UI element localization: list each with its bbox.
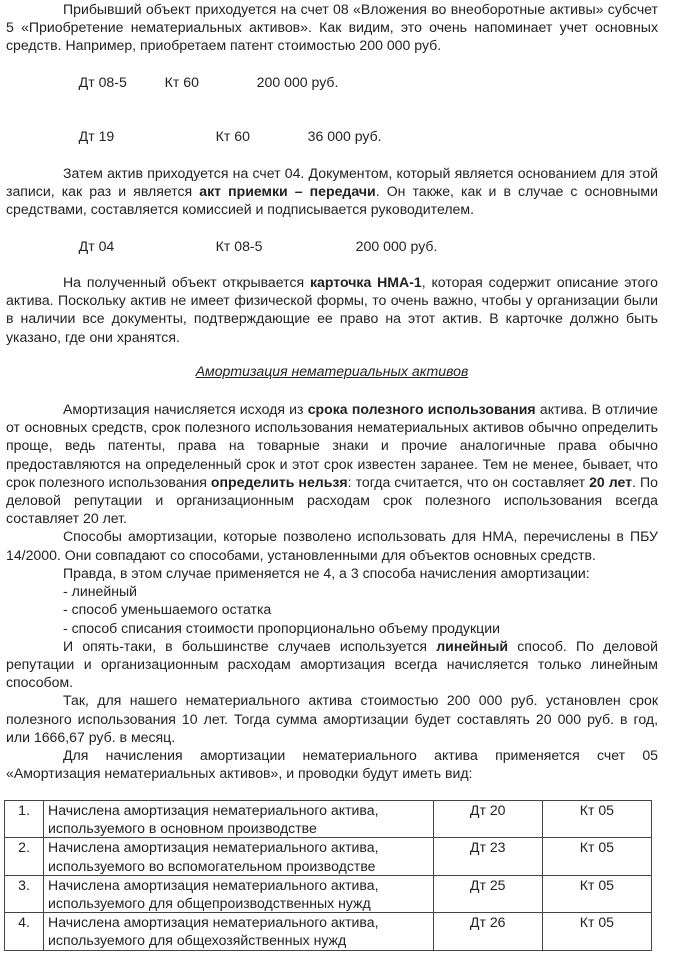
entry-credit: Кт 60 <box>164 73 199 90</box>
row-debit: Дт 20 <box>433 801 542 838</box>
entry-debit: Дт 04 <box>78 237 115 254</box>
paragraph-card: На полученный объект открывается карточка НМА-1, которая содержит описание этого актива. Поскольку актив не имеет физической формы, то очень важно, чтобы у организации были в наличии все документы, подтверждающие ее право на этот актив. В карточке должно быть указано, где они хранятся. <box>6 274 658 345</box>
table-row <box>5 801 652 838</box>
row-debit: Дт 25 <box>433 875 542 912</box>
posting-entry-1 <box>6 55 658 110</box>
row-description: Начислена амортизация нематериального актива, используемого для общепроизводственных нужд <box>44 875 434 912</box>
list-item: - способ уменьшаемого остатка <box>63 601 272 618</box>
paragraph-three-methods: Правда, в этом случае применяется не 4, а 3 способа начисления амортизации: <box>63 564 590 581</box>
bold-term: акт приемки – передачи <box>199 183 376 200</box>
paragraph-useful-life: Амортизация начисляется исходя из срока полезного использования актива. В отличие от основных средств, срок полезного использования нематериальных активов обычно определить проще, ведь патенты, права на товарные знаки и прочие аналогичные права обычно предоставляются на определенный срок и этот срок известен заранее. Тем не менее, бывает, что срок полезного использования определить нельзя: тогда считается, что он составляет 20 лет. По деловой репутации и организационным расходам срок полезного использования всегда составляет 20 лет. <box>6 401 659 527</box>
entry-credit: Кт 08-5 <box>215 237 263 254</box>
row-number: 2. <box>5 838 44 875</box>
row-credit: Кт 05 <box>542 875 651 912</box>
list-item: - способ списания стоимости пропорционально объему продукции <box>63 619 500 636</box>
bold-term: определить нельзя <box>210 473 348 490</box>
bold-term: карточка НМА-1 <box>309 274 422 291</box>
methods-list <box>6 582 658 637</box>
row-description: Начислена амортизация нематериального актива, используемого для общехозяйственных нужд <box>44 913 434 950</box>
row-credit: Кт 05 <box>542 801 651 838</box>
entry-credit: Кт 60 <box>215 128 250 145</box>
entry-sum: 36 000 руб. <box>307 128 382 145</box>
entry-sum: 200 000 руб. <box>355 237 438 254</box>
paragraph-account-05: Для начисления амортизации нематериального актива применяется счет 05 «Амортизация нематериальных активов», и проводки будут иметь вид: <box>6 746 658 782</box>
paragraph-methods-pbu: Способы амортизации, которые позволено использовать для НМА, перечислены в ПБУ 14/2000. Они совпадают со способами, установленными для объектов основных средств. <box>6 528 658 563</box>
entry-debit: Дт 08-5 <box>78 73 127 90</box>
table-row <box>5 913 652 950</box>
section-heading: Амортизация нематериальных активов <box>195 362 469 379</box>
row-description: Начислена амортизация нематериального актива, используемого во вспомогательном производстве <box>44 838 434 875</box>
paragraph-receipt: Прибывший объект приходуется на счет 08 «Вложения во внеоборотные активы» субсчет 5 «Приобретение нематериальных активов». Как видим, это очень напоминает учет основных средств. Например, приобретаем патент стоимостью 200 000 руб. <box>6 1 658 54</box>
table-row <box>5 875 652 912</box>
row-description: Начислена амортизация нематериального актива, используемого в основном производстве <box>44 801 434 838</box>
bold-term: срока полезного использования <box>307 401 536 418</box>
paragraph-example: Так, для нашего нематериального актива стоимостью 200 000 руб. установлен срок полезного использования 10 лет. Тогда сумма амортизации будет составлять 20 000 руб. в год, или 1666,67 руб. в месяц. <box>6 692 658 745</box>
row-number: 1. <box>5 801 44 838</box>
row-number: 3. <box>5 875 44 912</box>
list-item: - линейный <box>63 583 137 600</box>
posting-entry-2 <box>6 109 658 164</box>
entry-debit: Дт 19 <box>78 128 115 145</box>
entry-sum: 200 000 руб. <box>256 73 339 90</box>
row-credit: Кт 05 <box>542 838 651 875</box>
row-debit: Дт 26 <box>433 913 542 950</box>
paragraph-linear: И опять-таки, в большинстве случаев используется линейный способ. По деловой репутации и организационным расходам амортизация всегда начисляется только линейным способом. <box>6 637 658 691</box>
postings-table <box>4 800 652 951</box>
row-number: 4. <box>5 913 44 950</box>
row-debit: Дт 23 <box>433 838 542 875</box>
posting-entry-3 <box>6 218 658 273</box>
document-page <box>6 0 658 782</box>
paragraph-transfer-act: Затем актив приходуется на счет 04. Документом, который является основанием для этой записи, как раз и является акт приемки – передачи. Он также, как и в случае с основными средствами, составляется комиссией и подписывается руководителем. <box>6 164 658 218</box>
bold-term: линейный <box>436 637 509 654</box>
table-row <box>5 838 652 875</box>
row-credit: Кт 05 <box>542 913 651 950</box>
bold-term: 20 лет <box>589 473 633 490</box>
